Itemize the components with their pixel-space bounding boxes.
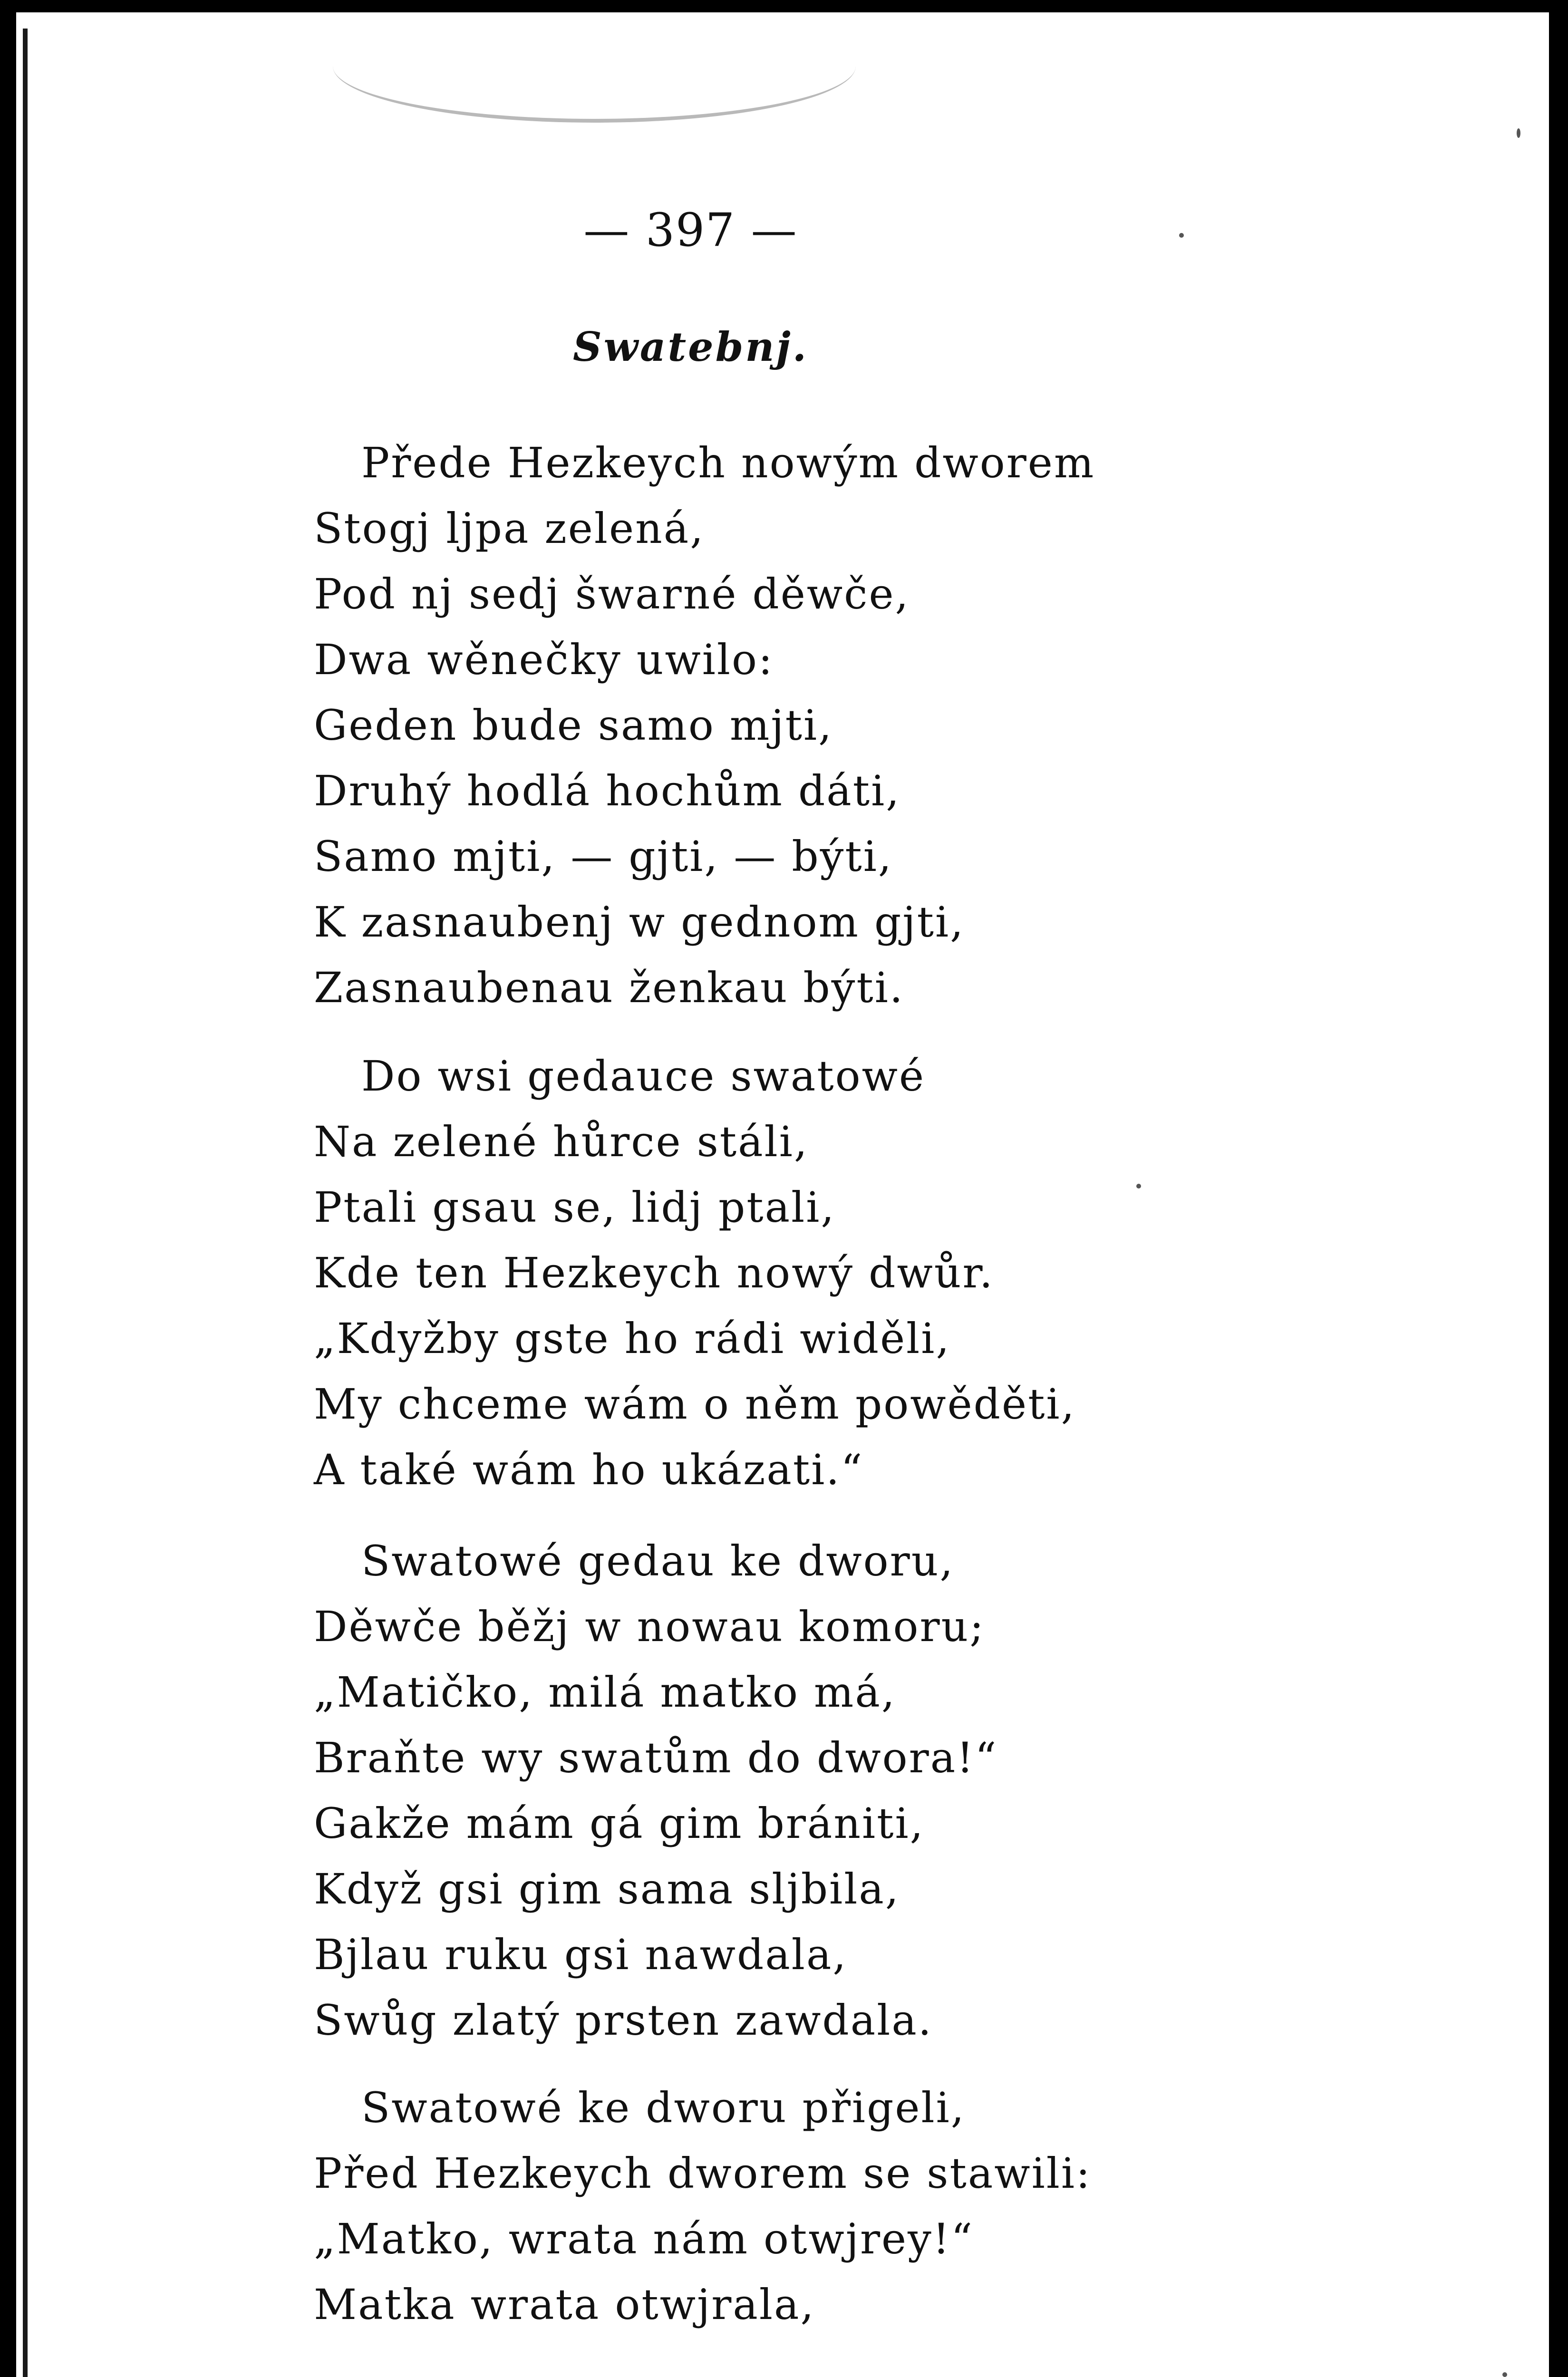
verse-line: Swatowé ke dworu přigeli, — [361, 2083, 966, 2132]
verse-line: Pod nj sedj šwarné děwče, — [314, 570, 910, 618]
verse-line: Ptali gsau se, lidj ptali, — [314, 1183, 836, 1232]
verse-line: Swatowé gedau ke dworu, — [361, 1536, 955, 1585]
verse-line: Swůg zlatý prsten zawdala. — [314, 1996, 933, 2045]
verse-line: Samo mjti, — gjti, — býti, — [314, 832, 893, 881]
stanza-3 — [314, 1528, 998, 2053]
verse-line: K zasnaubenj w gednom gjti, — [314, 898, 965, 947]
stanza-2 — [314, 1044, 1076, 1503]
verse-line: Děwče běžj w nowau komoru; — [314, 1602, 985, 1651]
verse-line: Kde ten Hezkeych nowý dwůr. — [314, 1248, 994, 1297]
verse-line: Braňte wy swatům do dwora!“ — [314, 1733, 998, 1782]
verse-line: Matka wrata otwjrala, — [314, 2280, 815, 2329]
poem-title: Swatebnj. — [572, 323, 809, 370]
verse-line: Zasnaubenau ženkau býti. — [314, 963, 904, 1012]
stanza-4 — [314, 2075, 1092, 2338]
verse-line: My chceme wám o něm powěděti, — [314, 1380, 1076, 1429]
verse-line: Geden bude samo mjti, — [314, 701, 833, 750]
verse-line: Před Hezkeych dworem se stawili: — [314, 2149, 1092, 2198]
paper-speck — [1502, 2372, 1507, 2377]
page-curl-shadow — [333, 10, 856, 123]
page-number: — 397 — — [583, 203, 798, 257]
verse-line: A také wám ho ukázati.“ — [314, 1445, 864, 1494]
verse-line: Když gsi gim sama sljbila, — [314, 1865, 900, 1913]
verse-line: Dwa wěnečky uwilo: — [314, 635, 774, 684]
verse-line: Stogj ljpa zelená, — [314, 504, 705, 553]
verse-line: „Matko, wrata nám otwjrey!“ — [314, 2214, 974, 2263]
scan-edge-left-line — [23, 29, 28, 2377]
verse-line: Bjlau ruku gsi nawdala, — [314, 1930, 848, 1979]
verse-line: „Kdyžby gste ho rádi widěli, — [314, 1314, 951, 1363]
verse-line: Přede Hezkeych nowým dworem — [361, 438, 1095, 487]
paper-speck — [1136, 1184, 1141, 1188]
verse-line: „Matičko, milá matko má, — [314, 1668, 896, 1717]
verse-line: Druhý hodlá hochům dáti, — [314, 766, 901, 815]
paper-speck — [1517, 128, 1520, 138]
verse-line: Do wsi gedauce swatowé — [361, 1052, 926, 1101]
verse-line: Na zelené hůrce stáli, — [314, 1117, 809, 1166]
verse-line: Gakže mám gá gim brániti, — [314, 1799, 925, 1848]
stanza-1 — [314, 430, 1095, 1021]
scan-edge-right — [1549, 0, 1568, 2377]
